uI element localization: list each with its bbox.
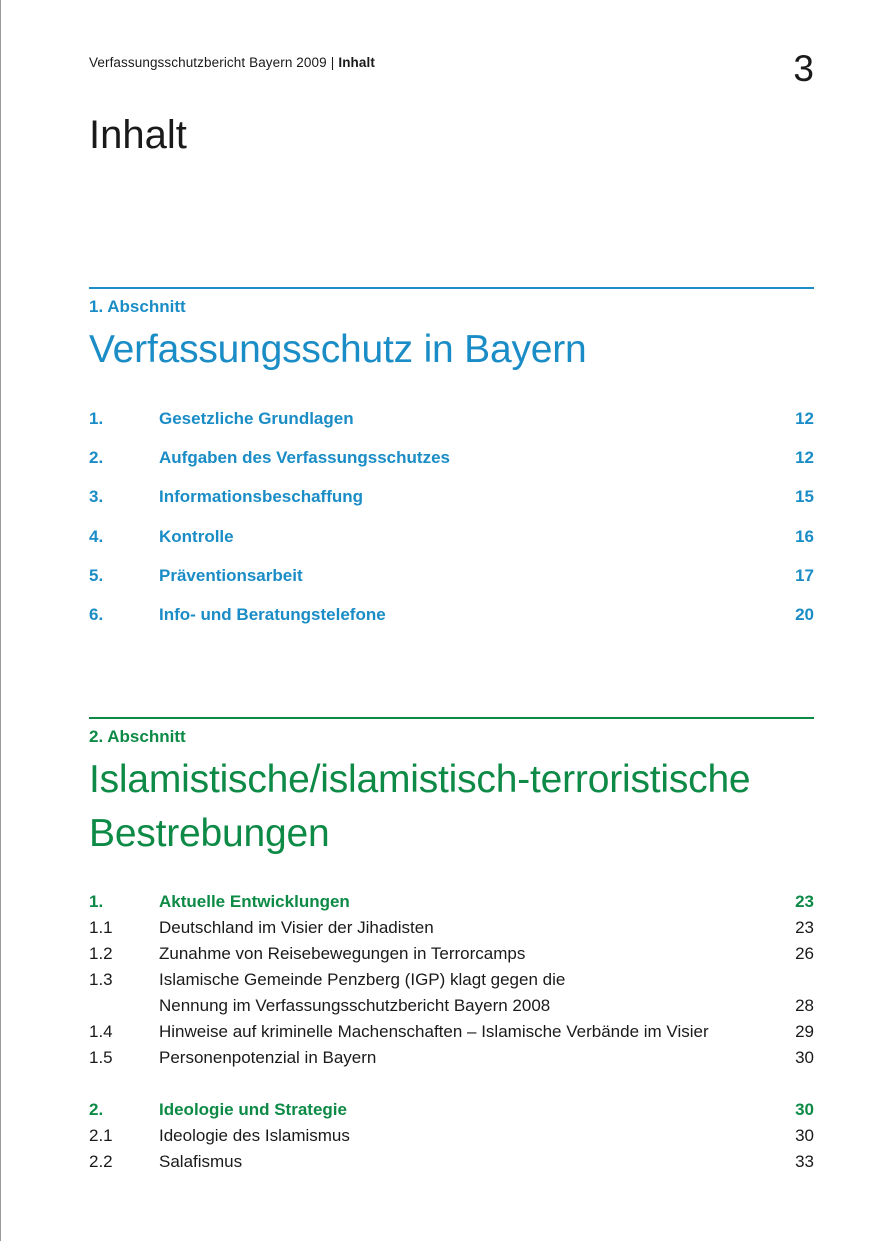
toc-entry-number: 4. xyxy=(89,526,104,546)
toc-entry-title: Info- und Beratungstelefone xyxy=(159,604,386,624)
toc-entry-number: 1.1 xyxy=(89,918,113,937)
toc-entry-number: 2.2 xyxy=(89,1152,113,1171)
toc-entry[interactable] xyxy=(89,889,814,915)
toc-entry-number: 1.4 xyxy=(89,1022,113,1041)
section-1-toc xyxy=(89,399,814,634)
toc-entry-page: 30 xyxy=(795,1126,814,1145)
toc-entry-number: 3. xyxy=(89,487,104,507)
toc-entry-title: Gesetzliche Grundlagen xyxy=(159,409,354,428)
section-2 xyxy=(89,717,814,1175)
toc-entry-number: 1.2 xyxy=(89,944,113,963)
toc-entry-number: 1. xyxy=(89,409,104,428)
toc-entry-page: 29 xyxy=(795,1022,814,1041)
running-section: Inhalt xyxy=(338,55,375,70)
toc-entry-page: 20 xyxy=(795,604,814,624)
header-separator: | xyxy=(330,55,335,70)
toc-entry-page: 17 xyxy=(795,565,814,585)
toc-entry-page: 12 xyxy=(795,409,814,428)
toc-entry[interactable] xyxy=(89,438,814,477)
section-2-heading-line-1: Islamistische/islamistisch-terroristische xyxy=(89,758,751,801)
section-2-heading-line-2: Bestrebungen xyxy=(89,812,330,855)
toc-entry[interactable] xyxy=(89,1097,814,1123)
toc-entry-number: 2.1 xyxy=(89,1126,113,1145)
toc-entry[interactable] xyxy=(89,399,814,438)
toc-entry-page: 30 xyxy=(795,1100,814,1119)
section-1-heading: Verfassungsschutz in Bayern xyxy=(89,328,587,371)
toc-entry-title: Ideologie und Strategie xyxy=(159,1100,347,1119)
toc-entry-page: 15 xyxy=(795,487,814,507)
section-1 xyxy=(89,287,814,634)
toc-entry-number: 2. xyxy=(89,1100,104,1119)
running-header xyxy=(89,55,375,70)
toc-entry[interactable] xyxy=(89,517,814,556)
toc-entry[interactable] xyxy=(89,941,814,967)
page-title: Inhalt xyxy=(89,113,187,157)
toc-entry-title: Präventionsarbeit xyxy=(159,565,303,585)
toc-entry[interactable] xyxy=(89,1149,814,1175)
page-edge xyxy=(0,0,1,1241)
toc-entry-page: 23 xyxy=(795,892,814,911)
section-2-heading xyxy=(89,753,814,861)
toc-entry-title: Zunahme von Reisebewegungen in Terrorcamps xyxy=(159,944,526,963)
toc-entry-page: 16 xyxy=(795,526,814,546)
toc-entry-title: Aufgaben des Verfassungsschutzes xyxy=(159,448,450,468)
toc-entry-title: Salafismus xyxy=(159,1152,243,1171)
toc-entry-number: 6. xyxy=(89,604,104,624)
toc-entry-title: Deutschland im Visier der Jihadisten xyxy=(159,918,434,937)
toc-entry-page: 12 xyxy=(795,448,814,468)
toc-entry-title: Personenpotenzial in Bayern xyxy=(159,1048,377,1067)
toc-entry-title: Ideologie des Islamismus xyxy=(159,1126,350,1145)
toc-entry-title: Aktuelle Entwicklungen xyxy=(159,892,350,911)
toc-entry-page: 28 xyxy=(795,996,814,1015)
section-2-rule xyxy=(89,717,814,719)
running-title: Verfassungsschutzbericht Bayern 2009 xyxy=(89,55,327,70)
toc-entry-title: Islamische Gemeinde Penzberg (IGP) klagt gegen die xyxy=(159,970,566,989)
toc-entry[interactable] xyxy=(89,1045,814,1071)
toc-spacer xyxy=(89,1071,814,1097)
section-2-toc xyxy=(89,889,814,1175)
toc-entry[interactable] xyxy=(89,1123,814,1149)
toc-entry-number: 1. xyxy=(89,892,104,911)
page-number: 3 xyxy=(793,48,814,89)
toc-entry-number xyxy=(89,993,159,1019)
toc-entry[interactable] xyxy=(89,556,814,595)
toc-entry-title: Kontrolle xyxy=(159,526,234,546)
toc-entry[interactable] xyxy=(89,477,814,516)
section-1-label: 1. Abschnitt xyxy=(89,297,186,316)
toc-entry-title: Nennung im Verfassungsschutzbericht Bayern 2008 xyxy=(159,996,551,1015)
section-1-rule xyxy=(89,287,814,289)
toc-entry[interactable] xyxy=(89,915,814,941)
toc-entry[interactable] xyxy=(89,595,814,634)
toc-entry-title: Informationsbeschaffung xyxy=(159,487,364,507)
toc-entry-number: 1.5 xyxy=(89,1048,113,1067)
toc-entry-number: 1.3 xyxy=(89,970,113,989)
toc-entry-page: 33 xyxy=(795,1152,814,1171)
toc-entry-page: 26 xyxy=(795,944,814,963)
toc-entry[interactable] xyxy=(89,967,814,993)
toc-entry-page: 23 xyxy=(795,918,814,937)
section-2-label: 2. Abschnitt xyxy=(89,727,186,746)
toc-entry-title: Hinweise auf kriminelle Machenschaften – Islamische Verbände im Visier xyxy=(159,1022,709,1041)
toc-entry-continuation[interactable] xyxy=(89,993,814,1019)
toc-entry[interactable] xyxy=(89,1019,814,1045)
toc-entry-number: 5. xyxy=(89,565,104,585)
toc-entry-page: 30 xyxy=(795,1048,814,1067)
toc-entry-number: 2. xyxy=(89,448,104,468)
